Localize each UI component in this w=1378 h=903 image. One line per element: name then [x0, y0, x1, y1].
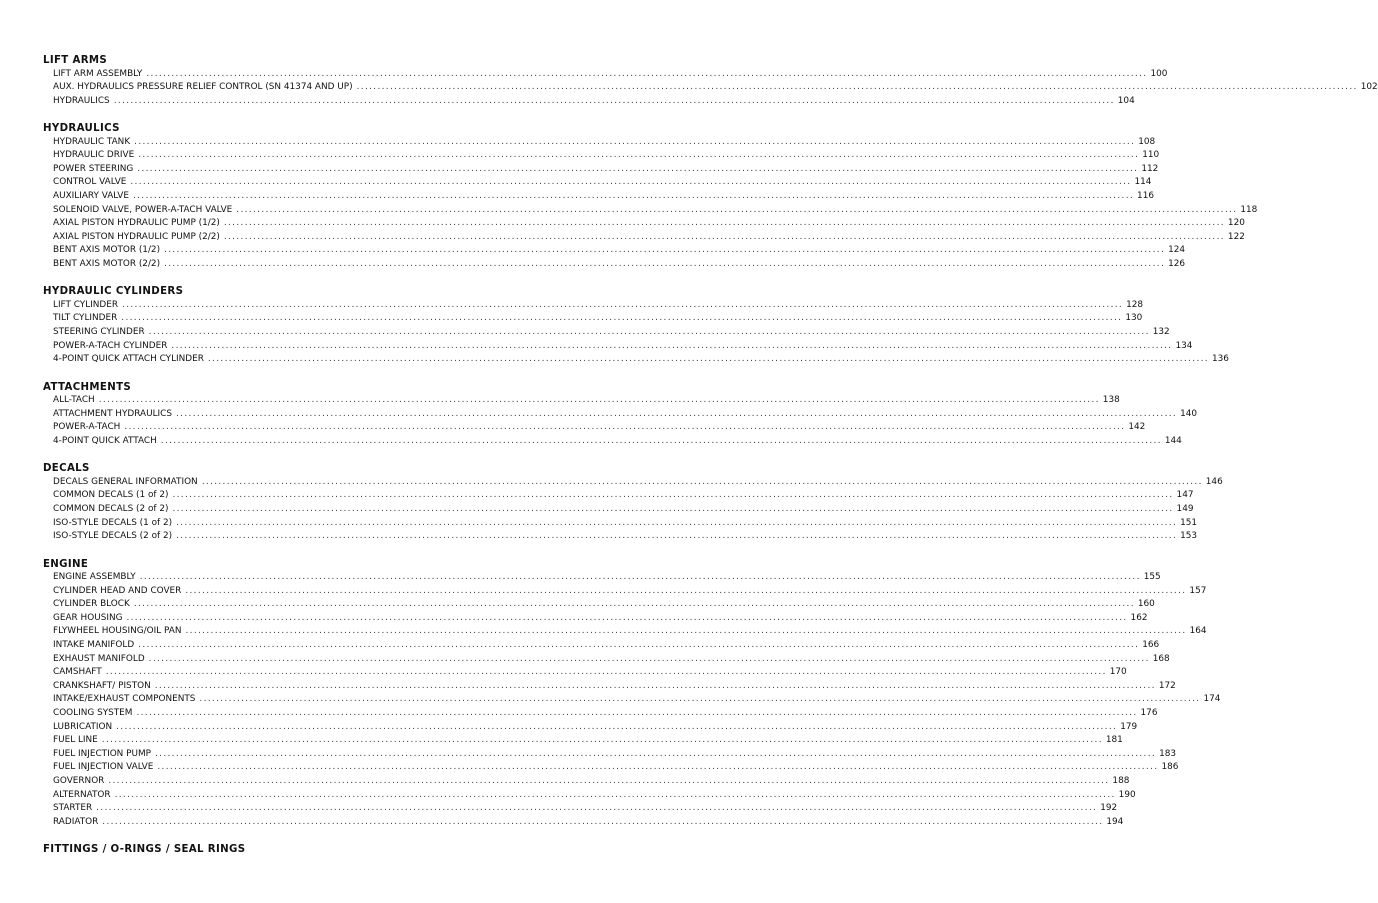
entry-page-number: 116 — [1137, 190, 1154, 201]
entry-label: DECALS GENERAL INFORMATION — [53, 476, 198, 487]
entry-page-number: 134 — [1175, 340, 1193, 351]
toc-entry[interactable] — [53, 299, 1144, 313]
dot-leader: ................................................................................................................................................................................................................................................ — [176, 517, 1178, 528]
dot-leader: ................................................................................................................................................................................................................................................ — [116, 721, 1118, 732]
section-heading: ATTACHMENTS — [43, 381, 132, 393]
entry-label: GEAR HOUSING — [53, 612, 123, 623]
toc-entry[interactable] — [53, 176, 1152, 190]
toc-entry[interactable] — [53, 653, 1170, 667]
dot-leader: ................................................................................................................................................................................................................................................ — [164, 245, 1166, 256]
entry-label: ALL-TACH — [53, 395, 95, 406]
entry-page-number: 192 — [1100, 803, 1118, 814]
entry-label: 4-POINT QUICK ATTACH CYLINDER — [53, 354, 204, 365]
dot-leader: ................................................................................................................................................................................................................................................ — [138, 639, 1140, 650]
toc-entry[interactable] — [53, 639, 1160, 653]
toc-entry[interactable] — [53, 530, 1198, 544]
entry-label: FLYWHEEL HOUSING/OIL PAN — [53, 626, 182, 637]
entry-page-number: 102 — [1360, 82, 1378, 93]
entry-label: BENT AXIS MOTOR (1/2) — [53, 245, 161, 256]
dot-leader: ................................................................................................................................................................................................................................................ — [133, 599, 1135, 610]
toc-entry[interactable] — [53, 612, 1148, 626]
entry-label: INTAKE MANIFOLD — [53, 639, 135, 650]
entry-page-number: 124 — [1168, 245, 1186, 256]
toc-section — [43, 558, 1221, 830]
entry-label: INTAKE/EXHAUST COMPONENTS — [53, 694, 196, 705]
toc-entry[interactable] — [53, 353, 1229, 367]
toc-entry[interactable] — [53, 408, 1198, 422]
toc-entry[interactable] — [53, 136, 1156, 150]
toc-entry[interactable] — [53, 721, 1138, 735]
dot-leader: ................................................................................................................................................................................................................................................ — [114, 789, 1116, 800]
section-heading: FITTINGS / O-RINGS / SEAL RINGS — [43, 844, 246, 856]
dot-leader: ................................................................................................................................................................................................................................................ — [96, 803, 1098, 814]
entry-label: AXIAL PISTON HYDRAULIC PUMP (1/2) — [53, 218, 220, 229]
toc-entry[interactable] — [53, 435, 1182, 449]
entry-label: 4-POINT QUICK ATTACH — [53, 435, 157, 446]
dot-leader: ................................................................................................................................................................................................................................................ — [185, 585, 1187, 596]
dot-leader: ................................................................................................................................................................................................................................................ — [139, 572, 1141, 583]
entry-page-number: 140 — [1180, 408, 1198, 419]
dot-leader: ................................................................................................................................................................................................................................................ — [148, 327, 1150, 337]
toc-entry[interactable] — [53, 625, 1207, 639]
entry-label: HYDRAULIC DRIVE — [53, 150, 135, 161]
entry-label: FUEL INJECTION PUMP — [53, 748, 151, 759]
entry-label: LUBRICATION — [53, 721, 113, 732]
entry-label: STARTER — [53, 803, 93, 814]
entry-page-number: 147 — [1176, 490, 1194, 501]
entry-label: COMMON DECALS (2 of 2) — [53, 503, 169, 514]
section-heading: DECALS — [43, 463, 90, 475]
dot-leader: ................................................................................................................................................................................................................................................ — [122, 299, 1124, 310]
entry-page-number: 112 — [1141, 163, 1159, 174]
toc-entry[interactable] — [53, 421, 1146, 435]
entry-label: LIFT CYLINDER — [53, 299, 119, 310]
entry-label: TILT CYLINDER — [53, 313, 118, 324]
entry-page-number: 114 — [1134, 177, 1152, 188]
toc-entry[interactable] — [53, 394, 1120, 408]
entry-label: BENT AXIS MOTOR (2/2) — [53, 258, 161, 269]
dot-leader: ................................................................................................................................................................................................................................................ — [98, 395, 1100, 406]
dot-leader: ................................................................................................................................................................................................................................................ — [157, 762, 1159, 773]
dot-leader: ................................................................................................................................................................................................................................................ — [136, 707, 1138, 718]
entry-label: CYLINDER BLOCK — [53, 599, 130, 610]
toc-entry[interactable] — [53, 666, 1127, 680]
entry-label: AUX. HYDRAULICS PRESSURE RELIEF CONTROL (SN 41374 AND UP) — [53, 82, 353, 93]
toc-entry[interactable] — [53, 517, 1198, 531]
entry-label: EXHAUST MANIFOLD — [53, 653, 145, 664]
entry-label: POWER-A-TACH — [53, 422, 121, 433]
entry-page-number: 170 — [1109, 667, 1127, 678]
toc-entry[interactable] — [53, 748, 1177, 762]
toc-entry[interactable] — [53, 503, 1194, 517]
entry-page-number: 155 — [1143, 572, 1161, 583]
toc-entry[interactable] — [53, 775, 1130, 789]
toc-entry[interactable] — [53, 231, 1245, 245]
entry-page-number: 146 — [1205, 476, 1223, 487]
table-of-contents — [43, 54, 1378, 857]
dot-leader: ................................................................................................................................................................................................................................................ — [146, 68, 1148, 79]
entry-page-number: 181 — [1105, 735, 1123, 746]
entry-label: SOLENOID VALVE, POWER-A-TACH VALVE — [53, 204, 233, 215]
entry-page-number: 149 — [1176, 503, 1194, 514]
toc-entry[interactable] — [53, 585, 1207, 599]
entry-page-number: 164 — [1189, 626, 1207, 637]
toc-entry[interactable] — [53, 571, 1161, 585]
entry-page-number: 108 — [1138, 136, 1156, 147]
entry-page-number: 132 — [1152, 327, 1170, 337]
toc-section — [43, 381, 1198, 449]
section-heading: HYDRAULIC CYLINDERS — [43, 286, 184, 298]
entry-label: AUXILIARY VALVE — [53, 190, 129, 201]
dot-leader: ................................................................................................................................................................................................................................................ — [172, 490, 1174, 501]
entry-label: COMMON DECALS (1 of 2) — [53, 490, 169, 501]
entry-page-number: 130 — [1125, 313, 1143, 324]
toc-entry[interactable] — [53, 190, 1154, 204]
entry-page-number: 168 — [1152, 653, 1170, 664]
toc-section — [43, 54, 1378, 108]
dot-leader: ................................................................................................................................................................................................................................................ — [121, 313, 1123, 324]
entry-page-number: 136 — [1211, 354, 1229, 365]
entry-page-number: 118 — [1240, 204, 1258, 215]
dot-leader: ................................................................................................................................................................................................................................................ — [126, 612, 1128, 623]
section-heading: LIFT ARMS — [43, 55, 108, 66]
entry-label: FUEL INJECTION VALVE — [53, 762, 154, 773]
dot-leader: ................................................................................................................................................................................................................................................ — [105, 667, 1107, 678]
entry-page-number: 122 — [1227, 231, 1245, 242]
toc-entry[interactable] — [53, 312, 1143, 326]
entry-label: ENGINE ASSEMBLY — [53, 572, 136, 583]
toc-entry[interactable] — [53, 693, 1221, 707]
entry-page-number: 110 — [1142, 150, 1160, 161]
entry-page-number: 166 — [1142, 639, 1160, 650]
dot-leader: ................................................................................................................................................................................................................................................ — [137, 163, 1139, 174]
entry-label: ALTERNATOR — [53, 789, 111, 800]
toc-entry[interactable] — [53, 802, 1118, 816]
section-heading: ENGINE — [43, 558, 89, 570]
toc-entry[interactable] — [53, 598, 1155, 612]
dot-leader: ................................................................................................................................................................................................................................................ — [148, 653, 1150, 664]
entry-page-number: 126 — [1168, 258, 1186, 269]
toc-entry[interactable] — [53, 204, 1258, 218]
entry-page-number: 174 — [1203, 694, 1221, 705]
entry-page-number: 188 — [1112, 775, 1130, 786]
entry-page-number: 183 — [1159, 748, 1177, 759]
entry-label: POWER STEERING — [53, 163, 134, 174]
entry-page-number: 138 — [1102, 395, 1120, 406]
toc-section — [43, 122, 1258, 271]
dot-leader: ................................................................................................................................................................................................................................................ — [124, 422, 1126, 433]
dot-leader: ................................................................................................................................................................................................................................................ — [171, 340, 1173, 351]
toc-entry[interactable] — [53, 707, 1158, 721]
entry-label: COOLING SYSTEM — [53, 707, 133, 718]
entry-page-number: 157 — [1189, 585, 1207, 596]
entry-label: STEERING CYLINDER — [53, 327, 145, 337]
entry-page-number: 172 — [1158, 680, 1176, 691]
toc-entry[interactable] — [53, 217, 1245, 231]
entry-label: CONTROL VALVE — [53, 177, 127, 188]
toc-section — [43, 285, 1229, 366]
dot-leader: ................................................................................................................................................................................................................................................ — [134, 136, 1136, 147]
toc-entry[interactable] — [53, 258, 1186, 272]
dot-leader: ................................................................................................................................................................................................................................................ — [223, 231, 1225, 242]
dot-leader: ................................................................................................................................................................................................................................................ — [154, 680, 1156, 691]
dot-leader: ................................................................................................................................................................................................................................................ — [176, 408, 1178, 419]
dot-leader: ................................................................................................................................................................................................................................................ — [236, 204, 1238, 215]
toc-entry[interactable] — [53, 476, 1223, 490]
entry-page-number: 190 — [1118, 789, 1136, 800]
entry-page-number: 151 — [1180, 517, 1198, 528]
entry-page-number: 179 — [1120, 721, 1138, 732]
toc-entry[interactable] — [53, 68, 1168, 82]
toc-entry[interactable] — [53, 95, 1135, 109]
entry-page-number: 176 — [1140, 707, 1158, 718]
entry-page-number: 128 — [1126, 299, 1144, 310]
entry-page-number: 120 — [1227, 218, 1245, 229]
entry-label: ISO-STYLE DECALS (1 of 2) — [53, 517, 173, 528]
entry-page-number: 142 — [1128, 422, 1146, 433]
dot-leader: ................................................................................................................................................................................................................................................ — [101, 735, 1103, 746]
dot-leader: ................................................................................................................................................................................................................................................ — [160, 435, 1162, 446]
entry-label: LIFT ARM ASSEMBLY — [53, 68, 143, 79]
entry-page-number: 100 — [1150, 68, 1168, 79]
dot-leader: ................................................................................................................................................................................................................................................ — [223, 218, 1225, 229]
toc-entry[interactable] — [53, 734, 1123, 748]
dot-leader: ................................................................................................................................................................................................................................................ — [356, 82, 1358, 93]
entry-label: FUEL LINE — [53, 735, 98, 746]
entry-label: HYDRAULICS — [53, 95, 110, 106]
section-heading: HYDRAULICS — [43, 123, 120, 135]
entry-label: CAMSHAFT — [53, 667, 102, 678]
toc-entry[interactable] — [53, 81, 1378, 95]
dot-leader: ................................................................................................................................................................................................................................................ — [155, 748, 1157, 759]
entry-page-number: 144 — [1164, 435, 1182, 446]
dot-leader: ................................................................................................................................................................................................................................................ — [130, 177, 1132, 188]
toc-entry[interactable] — [53, 489, 1194, 503]
entry-label: AXIAL PISTON HYDRAULIC PUMP (2/2) — [53, 231, 220, 242]
dot-leader: ................................................................................................................................................................................................................................................ — [185, 626, 1187, 637]
toc-entry[interactable] — [53, 163, 1159, 177]
dot-leader: ................................................................................................................................................................................................................................................ — [199, 694, 1201, 705]
entry-page-number: 162 — [1130, 612, 1148, 623]
dot-leader: ................................................................................................................................................................................................................................................ — [113, 95, 1115, 106]
dot-leader: ................................................................................................................................................................................................................................................ — [207, 354, 1209, 365]
dot-leader: ................................................................................................................................................................................................................................................ — [138, 150, 1140, 161]
entry-label: GOVERNOR — [53, 775, 105, 786]
dot-leader: ................................................................................................................................................................................................................................................ — [108, 775, 1110, 786]
dot-leader: ................................................................................................................................................................................................................................................ — [132, 190, 1135, 201]
entry-label: ATTACHMENT HYDRAULICS — [53, 408, 173, 419]
toc-entry[interactable] — [53, 326, 1170, 340]
entry-page-number: 160 — [1137, 599, 1155, 610]
toc-entry[interactable] — [53, 340, 1193, 354]
dot-leader: ................................................................................................................................................................................................................................................ — [102, 816, 1104, 827]
entry-label: CYLINDER HEAD AND COVER — [53, 585, 182, 596]
entry-label: ISO-STYLE DECALS (2 of 2) — [53, 531, 173, 542]
entry-label: HYDRAULIC TANK — [53, 136, 131, 147]
toc-section — [43, 843, 657, 857]
toc-entry[interactable] — [53, 761, 1179, 775]
toc-entry[interactable] — [53, 244, 1186, 258]
entry-label: RADIATOR — [53, 816, 99, 827]
entry-page-number: 194 — [1106, 816, 1124, 827]
dot-leader: ................................................................................................................................................................................................................................................ — [164, 258, 1166, 269]
entry-page-number: 153 — [1180, 531, 1198, 542]
entry-page-number: 186 — [1161, 762, 1179, 773]
toc-section — [43, 462, 1223, 543]
toc-entry[interactable] — [53, 149, 1160, 163]
entry-label: CRANKSHAFT/ PISTON — [53, 680, 151, 691]
entry-page-number: 104 — [1117, 95, 1135, 106]
dot-leader: ................................................................................................................................................................................................................................................ — [201, 476, 1203, 487]
dot-leader: ................................................................................................................................................................................................................................................ — [176, 531, 1178, 542]
toc-entry[interactable] — [53, 680, 1176, 694]
toc-entry[interactable] — [53, 789, 1136, 803]
toc-entry[interactable] — [53, 816, 1124, 830]
entry-label: POWER-A-TACH CYLINDER — [53, 340, 168, 351]
dot-leader: ................................................................................................................................................................................................................................................ — [172, 503, 1174, 514]
